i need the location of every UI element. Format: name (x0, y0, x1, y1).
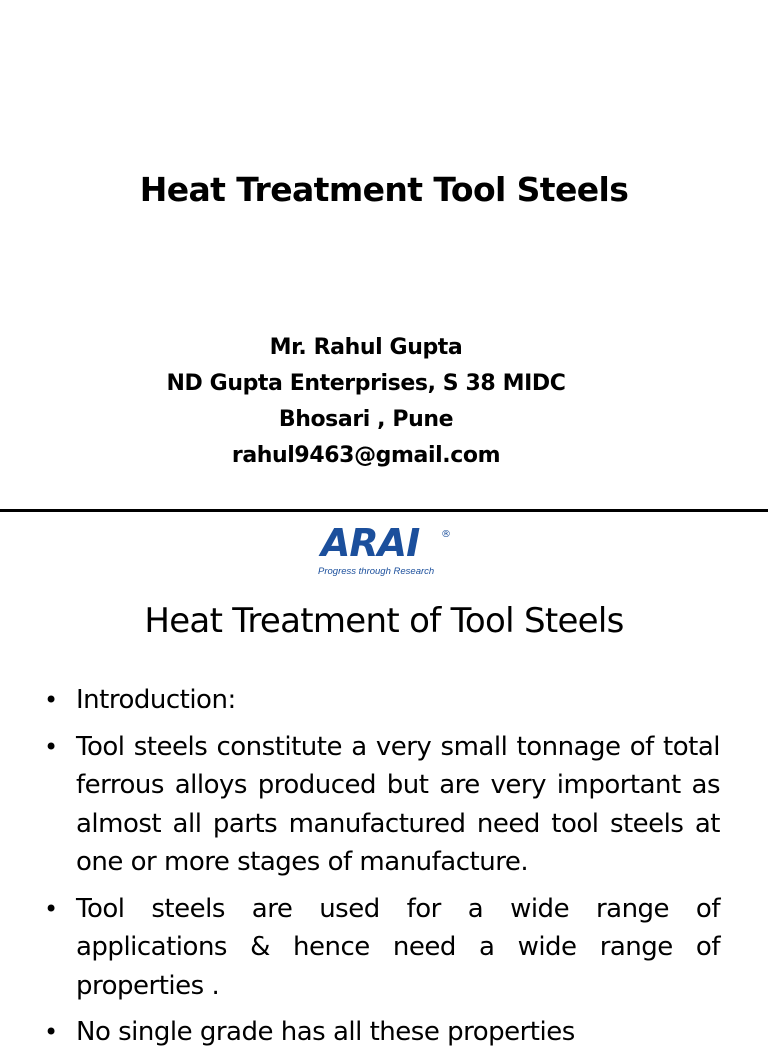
bullet-point-icon: • (44, 1018, 58, 1046)
registered-mark: ® (441, 529, 451, 540)
bullet-text: Tool steels constitute a very small tonnage of total ferrous alloys produced but are very important as almost all parts manufactured need tool steels at one or more stages of manufacture. (76, 731, 720, 877)
slide-title: Heat Treatment of Tool Steels (144, 601, 624, 641)
author-name: Mr. Rahul Gupta (269, 335, 463, 360)
bullet-item (44, 890, 720, 1006)
bullet-point-icon: • (44, 894, 58, 923)
bullet-text: Tool steels are used for a wide range of applications & hence need a wide range of properties . (76, 893, 720, 1001)
bullet-text: Introduction: (76, 685, 236, 715)
arai-logo (310, 521, 460, 583)
logo-wordmark: ARAI (321, 521, 420, 565)
bullet-text: No single grade has all these properties (76, 1017, 575, 1047)
bullet-item (44, 1013, 720, 1052)
bullet-list (44, 681, 720, 1060)
title-slide (0, 0, 768, 510)
bullet-item (44, 681, 720, 720)
author-company: ND Gupta Enterprises, S 38 MIDC (166, 371, 566, 396)
author-email: rahul9463@gmail.com (231, 443, 501, 468)
bullet-item (44, 728, 720, 882)
presentation-title: Heat Treatment Tool Steels (139, 170, 629, 209)
content-slide (0, 511, 768, 1047)
bullet-point-icon: • (44, 732, 58, 761)
bullet-point-icon: • (44, 686, 58, 714)
author-info (0, 330, 732, 474)
logo-tagline: Progress through Research (318, 566, 435, 577)
author-location: Bhosari , Pune (278, 407, 454, 432)
